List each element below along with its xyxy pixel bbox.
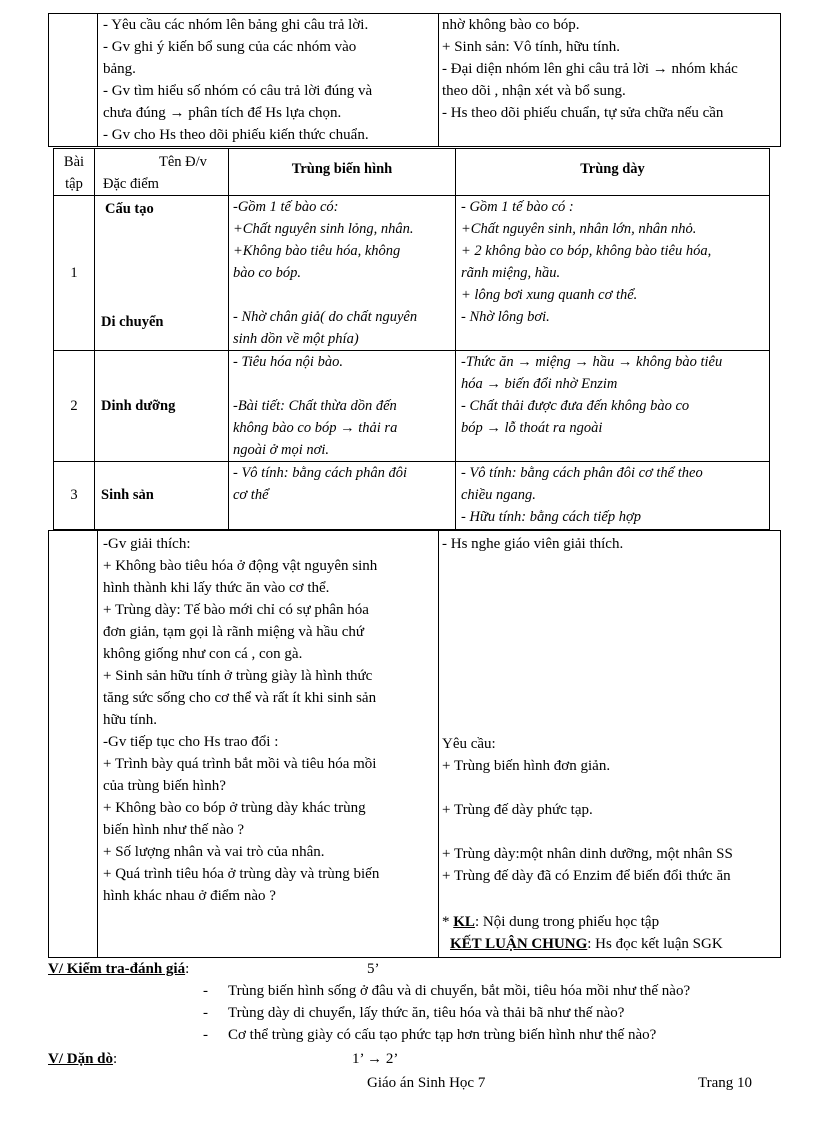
assessment-question (203, 980, 690, 1002)
trung-day-line: - Gồm 1 tế bào có : (461, 199, 574, 215)
requirement-line: + Trùng biến hình đơn giản. (442, 758, 611, 774)
bottom-teacher-lines (103, 533, 438, 907)
row-1-number: 1 (54, 196, 95, 351)
row-1-col-b (456, 196, 770, 351)
trung-day-line: hóa → biến đổi nhờ Enzim (461, 376, 618, 392)
header-bai: Bài (63, 154, 85, 170)
trung-day-line: + 2 không bào co bóp, không bào tiêu hóa, (461, 243, 712, 259)
homework-time: 1’ → 2’ (352, 1051, 399, 1067)
trung-bien-hinh-line: cơ thể (233, 487, 269, 503)
requirement-line: + Trùng đế dày đã có Enzim để biến đổi thức ăn (442, 868, 731, 884)
assessment-heading-line (48, 958, 189, 980)
homework-colon: : (113, 1051, 118, 1067)
homework-heading: V/ Dặn dò (48, 1051, 114, 1067)
header-tap: tập (65, 176, 83, 192)
comparison-table (53, 148, 770, 530)
student-listen-text: - Hs nghe giáo viên giải thích. (442, 536, 624, 552)
student-line: + Sinh sản: Vô tính, hữu tính. (442, 39, 620, 55)
teacher-line: + Quá trình tiêu hóa ở trùng dày và trùng biến (103, 866, 380, 882)
bullet-dash: - (203, 983, 208, 999)
row-1-labels (95, 196, 229, 351)
row-3-number: 3 (54, 462, 95, 530)
teacher-line: hình khác nhau ở điểm nào ? (103, 888, 276, 904)
trung-day-line: -Thức ăn → miệng → hầu → không bào tiêu (461, 354, 723, 370)
teacher-line: + Trùng dày: Tế bào mới chỉ có sự phân hóa (103, 602, 369, 618)
teacher-line: đơn giản, tạm gọi là rãnh miệng và hầu chứ (103, 624, 364, 640)
teacher-line: hữu tính. (103, 712, 157, 728)
trung-day-line: chiều ngang. (461, 487, 536, 503)
student-line: nhờ không bào co bóp. (442, 17, 580, 33)
kl-line (442, 911, 723, 933)
student-line: - Hs theo dõi phiếu chuẩn, tự sửa chữa nếu cần (442, 105, 724, 121)
assessment-heading: V/ Kiểm tra-đánh giá (48, 961, 186, 977)
row-2-col-a (229, 351, 456, 462)
top-activity-table (48, 13, 781, 147)
trung-bien-hinh-line: - Nhờ chân giả( do chất nguyên (233, 309, 418, 325)
bullet-dash: - (203, 1005, 208, 1021)
header-feature (95, 149, 229, 196)
teacher-line: + Không bào tiêu hóa ở động vật nguyên sinh (103, 558, 378, 574)
row-3-col-b (456, 462, 770, 530)
footer-title: Giáo án Sinh Học 7 (367, 1075, 486, 1091)
kl-text: : Nội dung trong phiếu học tập (474, 914, 660, 930)
teacher-line: + Sinh sản hữu tính ở trùng giày là hình thức (103, 668, 373, 684)
trung-bien-hinh-line: +Không bào tiêu hóa, không (233, 243, 401, 259)
teacher-line: - Gv tìm hiểu số nhóm có câu trả lời đúng và (103, 83, 373, 99)
assessment-colon: : (185, 961, 190, 977)
trung-bien-hinh-line: - Tiêu hóa nội bào. (233, 354, 343, 370)
trung-day-line: - Vô tính: bằng cách phân đôi cơ thể theo (461, 465, 703, 481)
trung-day-line: - Chất thải được đưa đến không bào co (461, 398, 690, 414)
assessment-time: 5’ (367, 961, 380, 977)
teacher-line: - Gv cho Hs theo dõi phiếu kiến thức chuẩn. (103, 127, 369, 143)
trung-day-line: - Hữu tính: bằng cách tiếp hợp (461, 509, 641, 525)
bottom-activity-table (48, 530, 781, 958)
top-student-lines (442, 14, 780, 124)
label-di-chuyen: Di chuyển (101, 314, 164, 330)
header-bai-tap (54, 149, 95, 196)
trung-bien-hinh-line (233, 373, 455, 395)
bottom-student-cell (439, 531, 781, 958)
trung-bien-hinh-line: không bào co bóp → thải ra (233, 420, 398, 436)
top-blank-cell (49, 14, 98, 147)
question-text: Cơ thể trùng giày có cấu tạo phức tạp hơn trùng biến hình như thế nào? (228, 1027, 657, 1043)
teacher-line: hình thành khi lấy thức ăn vào cơ thể. (103, 580, 330, 596)
teacher-line: -Gv giải thích: (103, 536, 191, 552)
header-trung-day: Trùng dày (456, 149, 770, 196)
ket-luan-label: KẾT LUẬN CHUNG (450, 936, 588, 952)
teacher-line: + Số lượng nhân và vai trò của nhân. (103, 844, 325, 860)
teacher-line: -Gv tiếp tục cho Hs trao đổi : (103, 734, 279, 750)
student-requirements (442, 733, 733, 887)
requirement-line: + Trùng dày:một nhân dinh dưỡng, một nhân SS (442, 846, 733, 862)
bullet-dash: - (203, 1027, 208, 1043)
trung-bien-hinh-line: bào co bóp. (233, 265, 302, 281)
trung-day-line: + lông bơi xung quanh cơ thể. (461, 287, 638, 303)
question-text: Trùng biến hình sống ở đâu và di chuyển, bắt mồi, tiêu hóa mồi như thế nào? (228, 983, 691, 999)
bottom-blank-cell (49, 531, 98, 958)
trung-bien-hinh-line (233, 284, 455, 306)
trung-bien-hinh-line: - Vô tính: bằng cách phân đôi (233, 465, 407, 481)
kl-label: KL (453, 914, 475, 930)
trung-day-line: rãnh miệng, hầu. (461, 265, 561, 281)
trung-bien-hinh-line: ngoài ở mọi nơi. (233, 442, 330, 458)
footer-page-number: Trang 10 (698, 1075, 753, 1091)
teacher-line: không giống như con cá , con gà. (103, 646, 303, 662)
student-req-title: Yêu cầu: (442, 736, 496, 752)
conclusion-block (442, 911, 723, 955)
requirement-line: + Trùng đế dày phức tạp. (442, 802, 593, 818)
requirement-line (442, 821, 733, 843)
header-dac-diem: Đặc điểm (103, 176, 159, 192)
label-cau-tao: Cấu tạo (105, 201, 154, 217)
teacher-line: - Yêu cầu các nhóm lên bảng ghi câu trả lời. (103, 17, 369, 33)
teacher-line: + Trình bày quá trình bắt mồi và tiêu hóa mồi (103, 756, 377, 772)
row-1-col-a (229, 196, 456, 351)
bottom-teacher-cell (98, 531, 439, 958)
trung-bien-hinh-line: +Chất nguyên sinh lỏng, nhân. (233, 221, 414, 237)
teacher-line: biến hình như thế nào ? (103, 822, 245, 838)
question-text: Trùng dày di chuyển, lấy thức ăn, tiêu hóa và thải bã như thế nào? (228, 1005, 625, 1021)
trung-bien-hinh-line: -Bài tiết: Chất thừa dồn đến (233, 398, 397, 414)
row-3-col-a (229, 462, 456, 530)
trung-day-line: - Nhờ lông bơi. (461, 309, 550, 325)
row-3-label: Sinh sản (95, 462, 229, 530)
trung-day-line: bóp → lỗ thoát ra ngoài (461, 420, 603, 436)
row-2-label: Dinh dưỡng (95, 351, 229, 462)
row-2-col-b (456, 351, 770, 462)
trung-bien-hinh-line: sinh dồn về một phía) (233, 331, 359, 347)
teacher-line: chưa đúng → phân tích để Hs lựa chọn. (103, 105, 342, 121)
top-teacher-lines (103, 14, 438, 146)
header-trung-bien-hinh: Trùng biến hình (229, 149, 456, 196)
teacher-line: của trùng biến hình? (103, 778, 226, 794)
top-teacher-cell (98, 14, 439, 147)
assessment-question (203, 1002, 624, 1024)
top-student-cell (439, 14, 781, 147)
trung-bien-hinh-line: -Gồm 1 tế bào có: (233, 199, 339, 215)
student-line: theo dõi , nhận xét và bổ sung. (442, 83, 626, 99)
kl-prefix: * (442, 914, 454, 930)
homework-heading-line (48, 1048, 117, 1070)
row-2-number: 2 (54, 351, 95, 462)
teacher-line: tăng sức sống cho cơ thể và rất ít khi sinh sản (103, 690, 377, 706)
header-ten-dv: Tên Đ/v (159, 154, 207, 170)
student-line: - Đại diện nhóm lên ghi câu trả lời → nhóm khác (442, 61, 738, 77)
ket-luan-text: : Hs đọc kết luận SGK (587, 936, 723, 952)
trung-day-line: +Chất nguyên sinh, nhân lớn, nhân nhỏ. (461, 221, 697, 237)
teacher-line: - Gv ghi ý kiến bổ sung của các nhóm vào (103, 39, 357, 55)
assessment-question (203, 1024, 656, 1046)
ket-luan-line (442, 933, 723, 955)
requirement-line (442, 777, 733, 799)
teacher-line: bảng. (103, 61, 136, 77)
teacher-line: + Không bào co bóp ở trùng dày khác trùng (103, 800, 366, 816)
